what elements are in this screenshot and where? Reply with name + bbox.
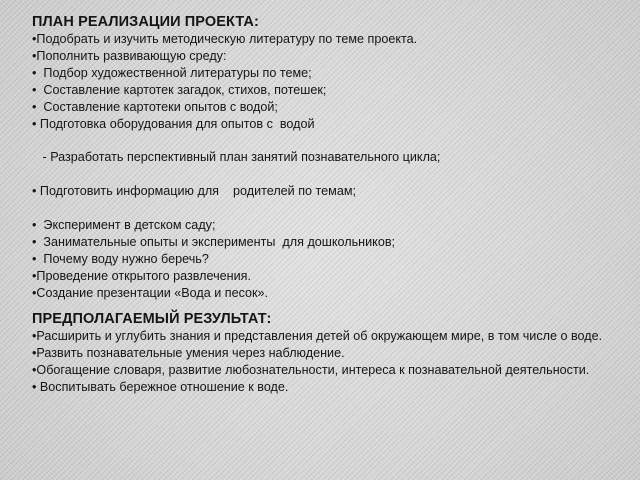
plan-item: • Составление картотеки опытов с водой;	[32, 99, 278, 114]
plan-item: •Пополнить развивающую среду:	[32, 48, 227, 63]
plan-spacer	[32, 166, 610, 183]
plan-item: • Почему воду нужно беречь?	[32, 251, 209, 266]
plan-item: • Подготовить информацию для родителей по темам;	[32, 184, 356, 199]
plan-item: •Подобрать и изучить методическую литературу по теме проекта.	[32, 32, 418, 46]
result-item: • Воспитывать бережное отношение к воде.	[32, 380, 289, 395]
plan-item: •Проведение открытого развлечения.	[32, 268, 251, 283]
plan-list	[32, 31, 610, 301]
result-list	[32, 328, 610, 396]
plan-item: • Подбор художественной литературы по теме;	[32, 65, 312, 80]
result-section	[32, 311, 610, 396]
plan-section	[32, 14, 610, 301]
plan-heading: ПЛАН РЕАЛИЗАЦИИ ПРОЕКТА:	[32, 14, 259, 30]
result-item: •Обогащение словаря, развитие любознательности, интереса к познавательной деятельности.	[32, 363, 590, 378]
result-item: •Расширить и углубить знания и представления детей об окружающем мире, в том числе о воде.	[32, 329, 603, 344]
result-item: •Развить познавательные умения через наблюдение.	[32, 346, 345, 361]
plan-item: - Разработать перспективный план занятий познавательного цикла;	[32, 150, 441, 165]
plan-spacer	[32, 200, 610, 217]
result-heading: ПРЕДПОЛАГАЕМЫЙ РЕЗУЛЬТАТ:	[32, 311, 272, 328]
plan-item: • Составление картотек загадок, стихов, потешек;	[32, 82, 327, 97]
plan-item: • Эксперимент в детском саду;	[32, 217, 216, 232]
plan-item: • Подготовка оборудования для опытов с водой	[32, 116, 315, 131]
plan-item: • Занимательные опыты и эксперименты для дошкольников;	[32, 234, 396, 249]
plan-item: •Создание презентации «Вода и песок».	[32, 285, 269, 300]
plan-spacer	[32, 132, 610, 149]
